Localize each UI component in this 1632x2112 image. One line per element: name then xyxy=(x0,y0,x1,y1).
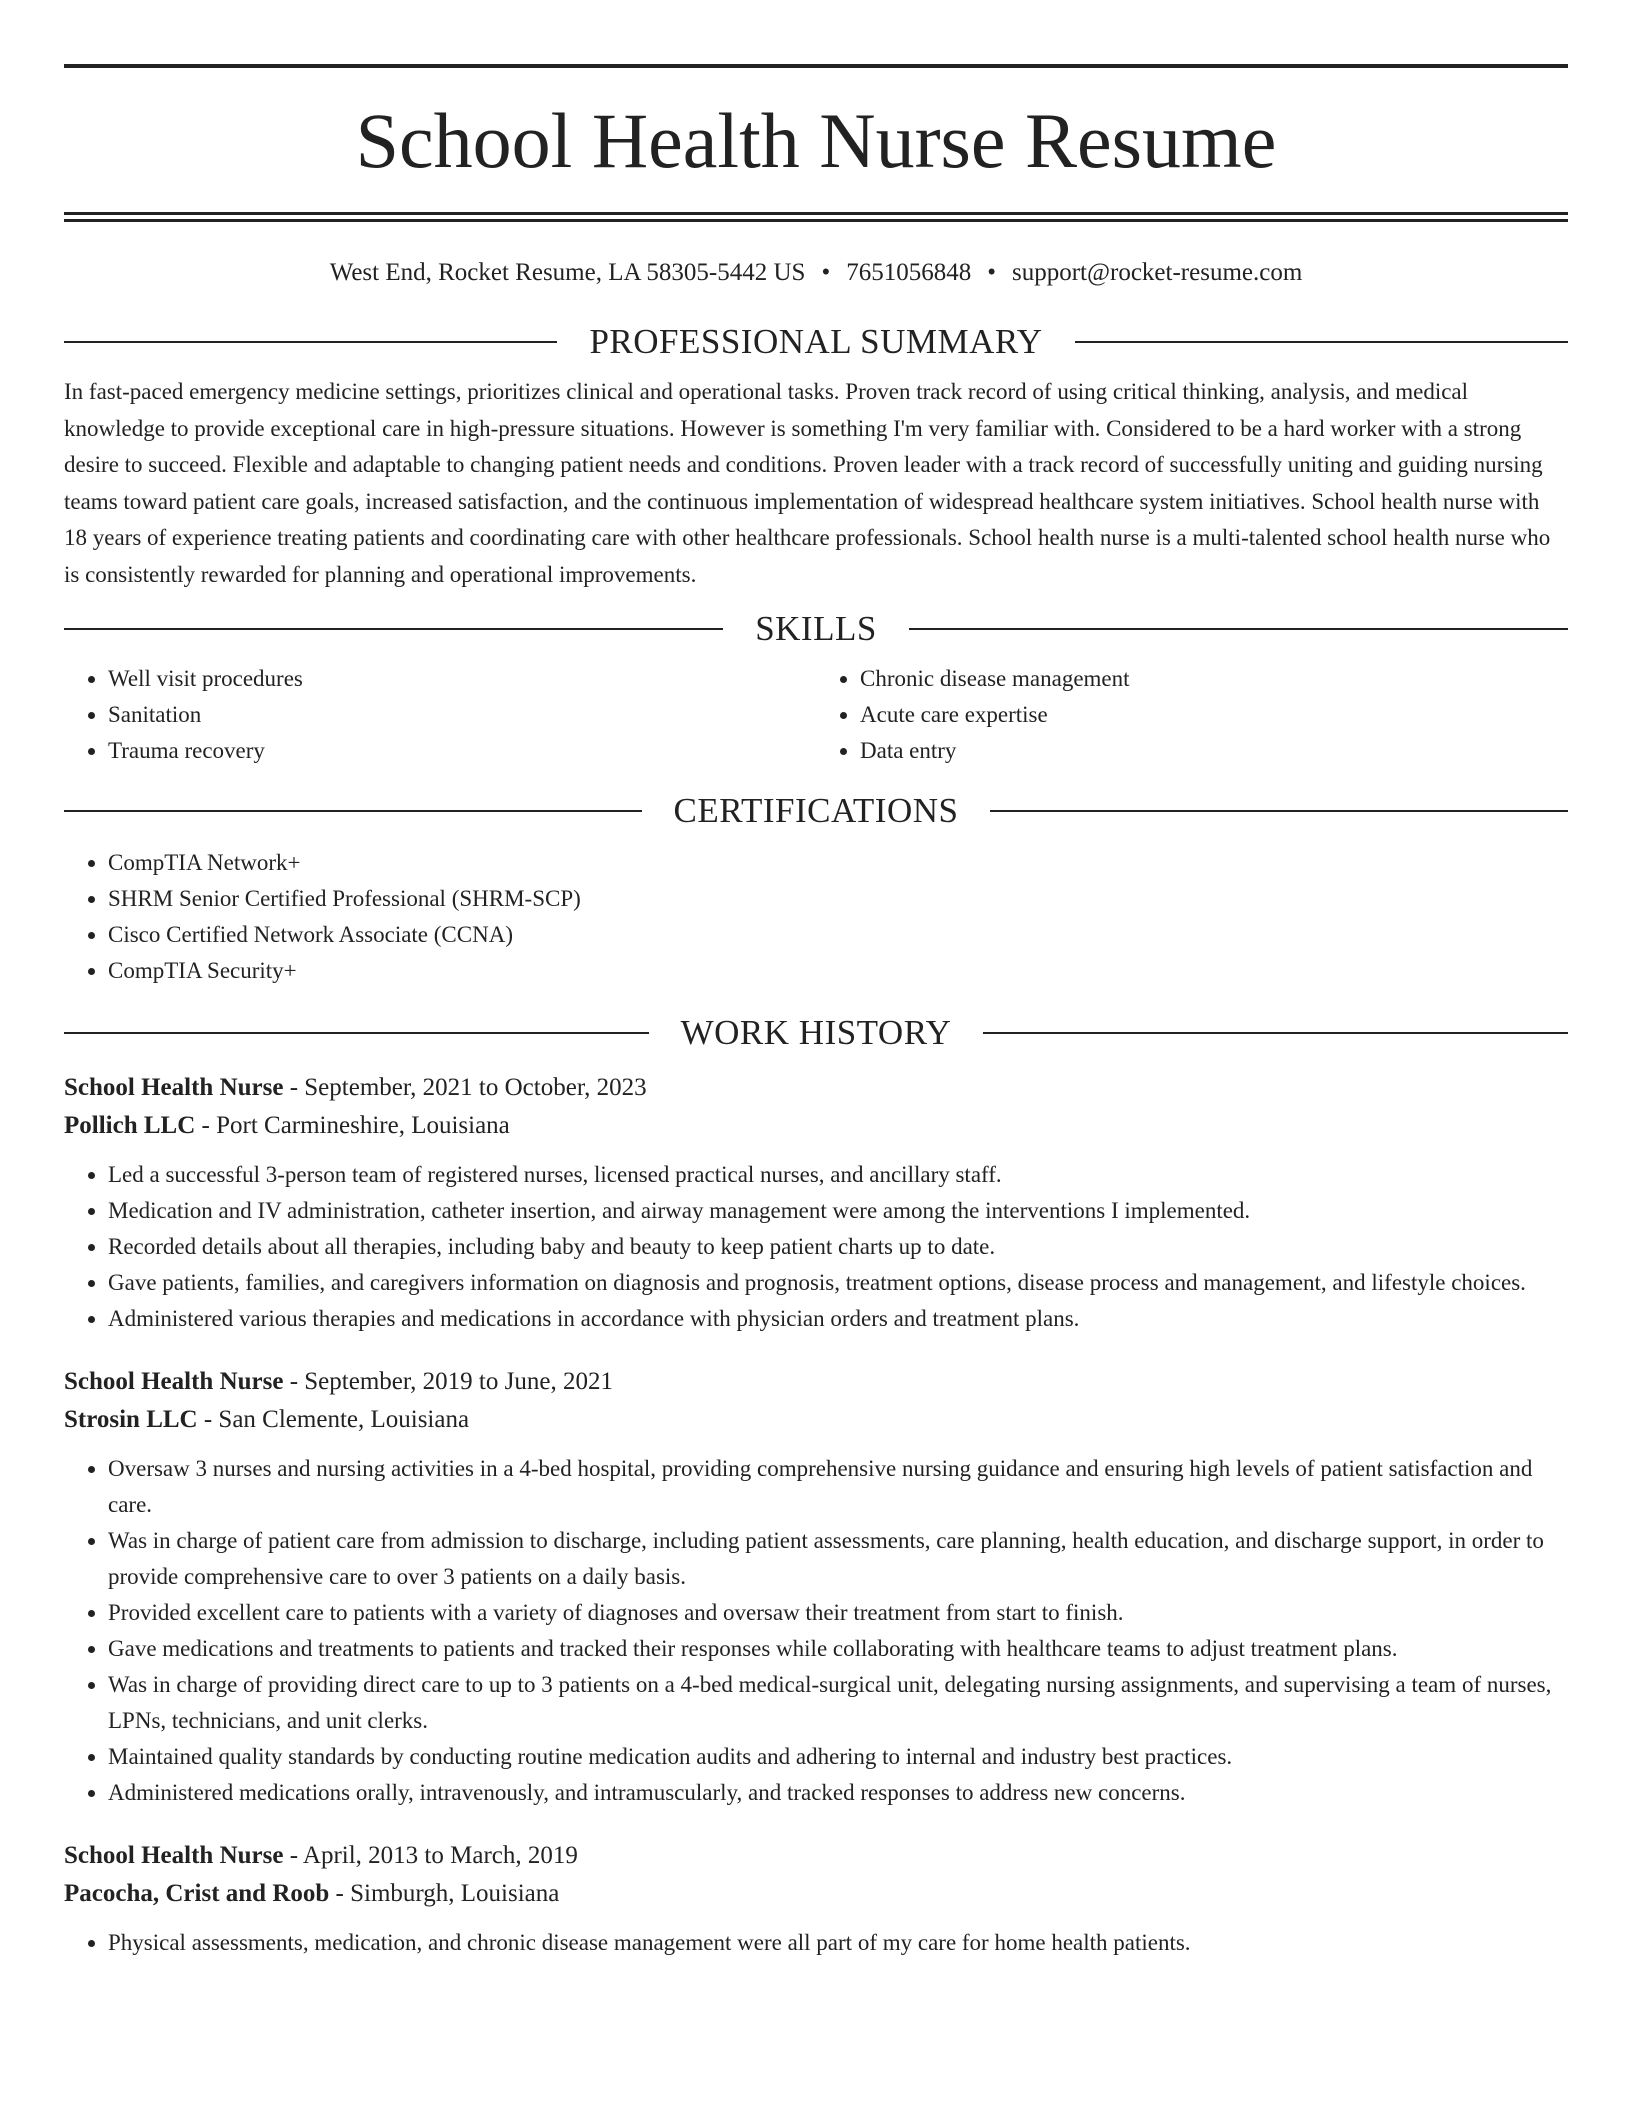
title-double-rule xyxy=(64,212,1568,222)
job-dates: - September, 2019 to June, 2021 xyxy=(283,1368,613,1395)
job-bullet: • Was in charge of patient care from admission to discharge, including patient assessments, care planning, health education, and discharge support, in order to provide comprehensive care to over 3 patients on a daily basis. xyxy=(108,1523,1568,1595)
skill-item: • Sanitation xyxy=(108,697,816,733)
section-header-summary xyxy=(64,320,1568,364)
contact-email: support@rocket-resume.com xyxy=(1011,259,1303,286)
skills-list xyxy=(64,661,1568,769)
skill-item: • Well visit procedures xyxy=(108,661,816,697)
contact-line xyxy=(64,258,1568,288)
section-header-skills xyxy=(64,607,1568,651)
job-location: - San Clemente, Louisiana xyxy=(197,1406,470,1433)
job-entry xyxy=(64,1363,1568,1811)
job-title-line xyxy=(64,1363,1568,1401)
section-title-summary: PROFESSIONAL SUMMARY xyxy=(589,322,1043,361)
section-rule xyxy=(64,810,642,812)
job-title-line xyxy=(64,1069,1568,1107)
job-location: - Simburgh, Louisiana xyxy=(329,1880,560,1907)
job-bullet: • Provided excellent care to patients with a variety of diagnoses and oversaw their treatment from start to finish. xyxy=(108,1595,1568,1631)
section-rule xyxy=(64,1032,649,1034)
job-bullet: • Gave patients, families, and caregivers information on diagnosis and prognosis, treatment options, disease process and management, and lifestyle choices. xyxy=(108,1265,1568,1301)
job-company: Strosin LLC xyxy=(64,1406,198,1433)
job-location: - Port Carmineshire, Louisiana xyxy=(195,1112,510,1139)
job-bullets xyxy=(64,1157,1568,1337)
section-header-certifications xyxy=(64,789,1568,833)
contact-phone: 7651056848 xyxy=(846,259,972,286)
section-rule xyxy=(64,628,723,630)
section-rule xyxy=(64,341,557,343)
job-bullet: • Administered medications orally, intravenously, and intramuscularly, and tracked responses to address new concerns. xyxy=(108,1775,1568,1811)
job-company: Pollich LLC xyxy=(64,1112,196,1139)
section-header-work-history xyxy=(64,1011,1568,1055)
job-entry xyxy=(64,1837,1568,1961)
contact-separator: • xyxy=(987,259,996,286)
job-dates: - September, 2021 to October, 2023 xyxy=(283,1074,647,1101)
job-company-line xyxy=(64,1107,1568,1145)
certification-item: • Cisco Certified Network Associate (CCNA) xyxy=(108,917,1568,953)
certification-item: • CompTIA Network+ xyxy=(108,845,1568,881)
summary-paragraph: In fast-paced emergency medicine settings, prioritizes clinical and operational tasks. Proven track record of using critical thinking, analysis, and medical knowledge to provide exceptional care in high-pressure situations. However is something I'm very familiar with. Considered to be a hard worker with a strong desire to succeed. Flexible and adaptable to changing patient needs and conditions. Proven leader with a track record of successfully uniting and guiding nursing teams toward patient care goals, increased satisfaction, and the continuous implementation of widespread healthcare system initiatives. School health nurse with 18 years of experience treating patients and coordinating care with other healthcare professionals. School health nurse is a multi-talented school health nurse who is consistently rewarded for planning and operational improvements. xyxy=(64,379,1551,587)
section-rule xyxy=(1075,341,1568,343)
job-title: School Health Nurse xyxy=(64,1074,284,1101)
skill-item: • Trauma recovery xyxy=(108,733,816,769)
job-dates: - April, 2013 to March, 2019 xyxy=(283,1842,578,1869)
skill-item: • Chronic disease management xyxy=(860,661,1568,697)
section-title-work-history: WORK HISTORY xyxy=(680,1013,952,1052)
job-bullet: • Recorded details about all therapies, including baby and beauty to keep patient charts up to date. xyxy=(108,1229,1568,1265)
certification-item: • CompTIA Security+ xyxy=(108,953,1568,989)
job-bullet: • Oversaw 3 nurses and nursing activities in a 4-bed hospital, providing comprehensive nursing guidance and ensuring high levels of patient satisfaction and care. xyxy=(108,1451,1568,1523)
job-bullet: • Gave medications and treatments to patients and tracked their responses while collaborating with healthcare teams to adjust treatment plans. xyxy=(108,1631,1568,1667)
resume-title: School Health Nurse Resume xyxy=(355,97,1277,184)
certifications-list xyxy=(64,845,1568,989)
job-title-line xyxy=(64,1837,1568,1875)
skill-item: • Acute care expertise xyxy=(860,697,1568,733)
job-bullet: • Physical assessments, medication, and chronic disease management were all part of my care for home health patients. xyxy=(108,1925,1568,1961)
job-bullets xyxy=(64,1925,1568,1961)
section-rule xyxy=(990,810,1568,812)
job-entry xyxy=(64,1069,1568,1337)
job-bullet: • Medication and IV administration, catheter insertion, and airway management were among the interventions I implemented. xyxy=(108,1193,1568,1229)
job-bullet: • Was in charge of providing direct care to up to 3 patients on a 4-bed medical-surgical unit, delegating nursing assignments, and supervising a team of nurses, LPNs, technicians, and unit clerks. xyxy=(108,1667,1568,1739)
section-title-skills: SKILLS xyxy=(755,609,877,648)
section-rule xyxy=(983,1032,1568,1034)
skill-item: • Data entry xyxy=(860,733,1568,769)
contact-address: West End, Rocket Resume, LA 58305-5442 US xyxy=(329,259,806,286)
section-title-certifications: CERTIFICATIONS xyxy=(673,791,959,830)
job-title: School Health Nurse xyxy=(64,1368,284,1395)
job-company: Pacocha, Crist and Roob xyxy=(64,1880,330,1907)
job-bullets xyxy=(64,1451,1568,1811)
job-company-line xyxy=(64,1401,1568,1439)
job-company-line xyxy=(64,1875,1568,1913)
job-bullet: • Led a successful 3-person team of registered nurses, licensed practical nurses, and ancillary staff. xyxy=(108,1157,1568,1193)
contact-separator: • xyxy=(821,259,831,286)
job-bullet: • Maintained quality standards by conducting routine medication audits and adhering to internal and industry best practices. xyxy=(108,1739,1568,1775)
resume-page xyxy=(64,0,1568,1961)
job-title: School Health Nurse xyxy=(64,1842,284,1869)
skills-column-right xyxy=(816,661,1568,769)
job-bullet: • Administered various therapies and medications in accordance with physician orders and treatment plans. xyxy=(108,1301,1568,1337)
section-rule xyxy=(909,628,1568,630)
skills-column-left xyxy=(64,661,816,769)
certification-item: • SHRM Senior Certified Professional (SHRM-SCP) xyxy=(108,881,1568,917)
